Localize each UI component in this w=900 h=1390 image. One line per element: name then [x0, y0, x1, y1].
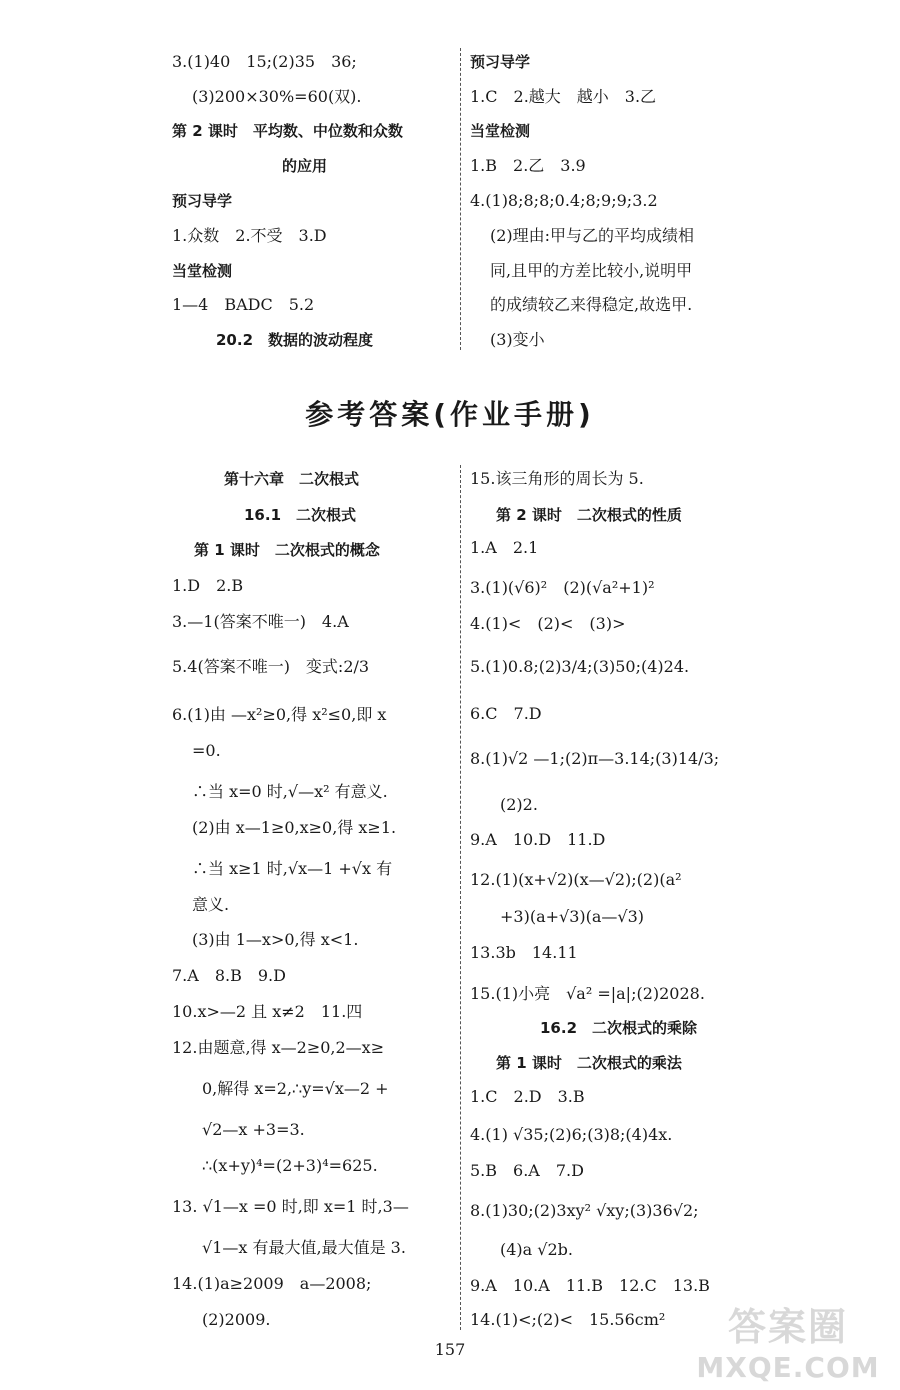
text-line: 1.C 2.越大 越小 3.乙	[470, 87, 657, 106]
text-line: 13. √1—x =0 时,即 x=1 时,3—	[172, 1197, 409, 1216]
section-heading: 16.1 二次根式	[244, 506, 357, 524]
text-line: 1.众数 2.不受 3.D	[172, 226, 327, 245]
text-line: 9.A 10.A 11.B 12.C 13.B	[470, 1276, 710, 1295]
watermark	[688, 1296, 888, 1382]
text-line: 5.4(答案不唯一) 变式:2/3	[172, 657, 370, 676]
section-heading: 当堂检测	[470, 122, 531, 140]
text-line: =0.	[192, 741, 221, 760]
page-title: 参考答案(作业手册)	[305, 398, 595, 431]
section-heading: 20.2 数据的波动程度	[216, 331, 374, 349]
section-heading: 第 1 课时 二次根式的概念	[194, 541, 380, 559]
text-line: 9.A 10.D 11.D	[470, 830, 606, 849]
text-line: 1.B 2.乙 3.9	[470, 156, 586, 175]
text-line: 1.D 2.B	[172, 576, 244, 595]
text-line: 3.(1)40 15;(2)35 36;	[172, 52, 357, 71]
text-line: 15.(1)小亮 √a² =|a|;(2)2028.	[470, 984, 705, 1003]
text-line: 5.B 6.A 7.D	[470, 1161, 584, 1180]
text-line: (3)变小	[490, 330, 545, 349]
text-line: 3.—1(答案不唯一) 4.A	[172, 612, 349, 631]
text-line: ∴当 x≥1 时,√x—1 +√x 有	[192, 859, 393, 878]
text-line: ∴(x+y)⁴=(2+3)⁴=625.	[202, 1156, 378, 1175]
text-line: (2)2.	[500, 795, 538, 814]
text-line: +3)(a+√3)(a—√3)	[500, 907, 645, 926]
text-line: 4.(1)< (2)< (3)>	[470, 614, 626, 633]
section-heading: 16.2 二次根式的乘除	[540, 1019, 698, 1037]
text-line: 12.(1)(x+√2)(x—√2);(2)(a²	[470, 870, 682, 889]
text-line: 14.(1)a≥2009 a—2008;	[172, 1274, 372, 1293]
text-line: (2)理由:甲与乙的平均成绩相	[490, 226, 695, 245]
text-line: 的成绩较乙来得稳定,故选甲.	[490, 295, 693, 314]
section-heading: 当堂检测	[172, 262, 233, 280]
text-line: 0,解得 x=2,∴y=√x—2 +	[202, 1079, 389, 1098]
text-line: 15.该三角形的周长为 5.	[470, 469, 644, 488]
text-line: (4)a √2b.	[500, 1240, 573, 1259]
page-number: 157	[434, 1340, 466, 1359]
section-heading: 预习导学	[172, 192, 233, 210]
text-line: 5.(1)0.8;(2)3/4;(3)50;(4)24.	[470, 657, 690, 676]
text-line: 12.由题意,得 x—2≥0,2—x≥	[172, 1038, 385, 1057]
section-heading: 预习导学	[470, 53, 531, 71]
text-line: 同,且甲的方差比较小,说明甲	[490, 261, 693, 280]
text-line: 1.C 2.D 3.B	[470, 1087, 585, 1106]
text-line: 1.A 2.1	[470, 538, 539, 557]
section-heading: 的应用	[282, 157, 328, 175]
text-line: 14.(1)<;(2)< 15.56cm²	[470, 1310, 666, 1329]
text-line: √1—x 有最大值,最大值是 3.	[202, 1238, 406, 1257]
watermark-text: 答案圈	[727, 1305, 848, 1349]
text-line: (3)由 1—x>0,得 x<1.	[192, 930, 359, 949]
text-line: 6.C 7.D	[470, 704, 542, 723]
chapter-heading: 第十六章 二次根式	[224, 470, 360, 488]
text-line: (3)200×30%=60(双).	[192, 87, 362, 106]
section-heading: 第 2 课时 二次根式的性质	[496, 506, 682, 524]
text-line: (2)2009.	[202, 1310, 271, 1329]
text-line: 4.(1)8;8;8;0.4;8;9;9;3.2	[470, 191, 658, 210]
text-line: 3.(1)(√6)² (2)(√a²+1)²	[470, 578, 655, 597]
watermark-url: MXQE.COM	[696, 1351, 880, 1384]
text-line: 13.3b 14.11	[470, 943, 578, 962]
text-line: 6.(1)由 —x²≥0,得 x²≤0,即 x	[172, 705, 387, 724]
text-line: 8.(1)30;(2)3xy² √xy;(3)36√2;	[470, 1201, 699, 1220]
text-line: 4.(1) √35;(2)6;(3)8;(4)4x.	[470, 1125, 673, 1144]
text-line: ∴当 x=0 时,√—x² 有意义.	[192, 782, 388, 801]
section-heading: 第 2 课时 平均数、中位数和众数	[172, 122, 403, 140]
section-heading: 第 1 课时 二次根式的乘法	[496, 1054, 682, 1072]
text-line: (2)由 x—1≥0,x≥0,得 x≥1.	[192, 818, 397, 837]
text-line: 7.A 8.B 9.D	[172, 966, 286, 985]
text-line: 8.(1)√2 —1;(2)π—3.14;(3)14/3;	[470, 749, 720, 768]
text-line: √2—x +3=3.	[202, 1120, 305, 1139]
column-divider	[460, 48, 461, 350]
text-line: 意义.	[192, 895, 230, 914]
column-divider	[460, 465, 461, 1330]
text-line: 1—4 BADC 5.2	[172, 295, 315, 314]
text-line: 10.x>—2 且 x≠2 11.四	[172, 1002, 363, 1021]
